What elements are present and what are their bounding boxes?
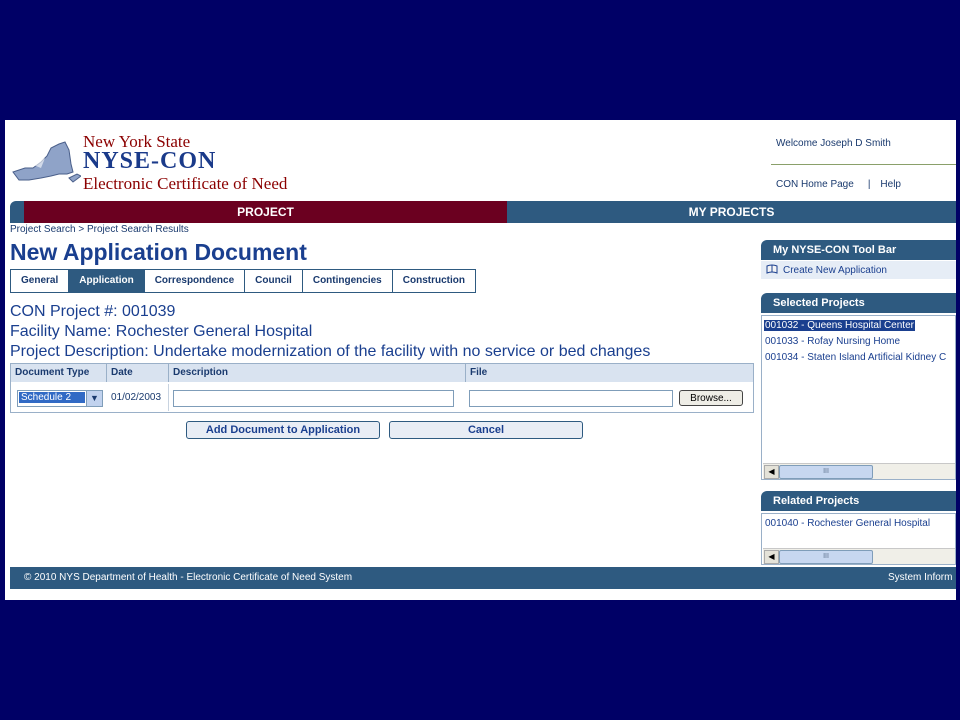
add-document-button[interactable]: Add Document to Application [186, 421, 380, 439]
tab-correspondence[interactable]: Correspondence [145, 270, 245, 292]
file-path-input[interactable] [469, 390, 673, 407]
selected-projects-header: Selected Projects [761, 293, 956, 313]
page-title: New Application Document [10, 239, 307, 265]
section-tabs [10, 269, 476, 293]
tab-general[interactable]: General [11, 270, 69, 292]
column-header-date: Date [107, 364, 169, 382]
column-header-document-type: Document Type [11, 364, 107, 382]
top-links [776, 179, 901, 190]
nav-tab-my-projects[interactable]: MY PROJECTS [688, 205, 775, 219]
con-home-page-link[interactable]: CON Home Page [776, 179, 854, 190]
toolbar-panel-header: My NYSE-CON Tool Bar [761, 240, 956, 260]
system-information-link[interactable]: System Inform [888, 572, 953, 583]
selected-projects-list[interactable] [761, 315, 956, 480]
logo-wordmark: NYSE-CON [83, 148, 217, 174]
cancel-button[interactable]: Cancel [389, 421, 583, 439]
main-nav-bar [10, 201, 956, 223]
header-divider [771, 164, 956, 165]
welcome-message: Welcome Joseph D Smith [776, 138, 891, 149]
scroll-left-icon[interactable]: ◀ [764, 465, 779, 479]
logo-subtitle: Electronic Certificate of Need [83, 174, 288, 193]
nav-tab-project[interactable]: PROJECT [24, 201, 507, 223]
description-input[interactable] [173, 390, 454, 407]
document-table [10, 363, 754, 413]
link-separator: | [867, 179, 871, 190]
tab-contingencies[interactable]: Contingencies [303, 270, 393, 292]
tab-construction[interactable]: Construction [393, 270, 475, 292]
list-item[interactable]: 001040 - Rochester General Hospital [765, 518, 931, 529]
toolbar-panel [761, 261, 956, 279]
project-number: CON Project #: 001039 [10, 303, 176, 320]
project-description: Project Description: Undertake modernization of the facility with no service or bed changes [10, 343, 651, 360]
footer-bar [10, 567, 956, 589]
scroll-thumb[interactable]: III [779, 550, 873, 564]
breadcrumb[interactable]: Project Search > Project Search Results [10, 224, 189, 235]
horizontal-scrollbar[interactable] [763, 463, 956, 479]
related-projects-list[interactable] [761, 513, 956, 565]
column-header-file: File [466, 364, 753, 382]
new-york-state-map-icon [11, 138, 81, 186]
application-window [5, 120, 956, 600]
document-type-value: Schedule 2 [19, 392, 85, 403]
create-new-application-link[interactable]: Create New Application [783, 265, 887, 276]
tab-application[interactable]: Application [69, 270, 144, 292]
facility-name: Facility Name: Rochester General Hospital [10, 323, 313, 340]
list-item[interactable]: 001034 - Staten Island Artificial Kidney C [765, 352, 947, 363]
scroll-left-icon[interactable]: ◀ [764, 550, 779, 564]
document-type-select[interactable] [17, 390, 103, 407]
chevron-down-icon[interactable]: ▼ [86, 391, 102, 406]
tab-council[interactable]: Council [245, 270, 303, 292]
scroll-thumb[interactable]: III [779, 465, 873, 479]
list-item[interactable]: 001032 - Queens Hospital Center [765, 320, 914, 331]
column-header-description: Description [169, 364, 466, 382]
list-item[interactable]: 001033 - Rofay Nursing Home [765, 336, 901, 347]
browse-button[interactable]: Browse... [679, 390, 743, 406]
logo-line-state: New York State [83, 132, 191, 151]
horizontal-scrollbar[interactable] [763, 548, 956, 564]
related-projects-header: Related Projects [761, 491, 956, 511]
date-cell: 01/02/2003 [107, 384, 169, 411]
create-application-icon [766, 264, 778, 274]
footer-copyright: © 2010 NYS Department of Health - Electronic Certificate of Need System [24, 572, 353, 583]
help-link[interactable]: Help [880, 179, 901, 190]
